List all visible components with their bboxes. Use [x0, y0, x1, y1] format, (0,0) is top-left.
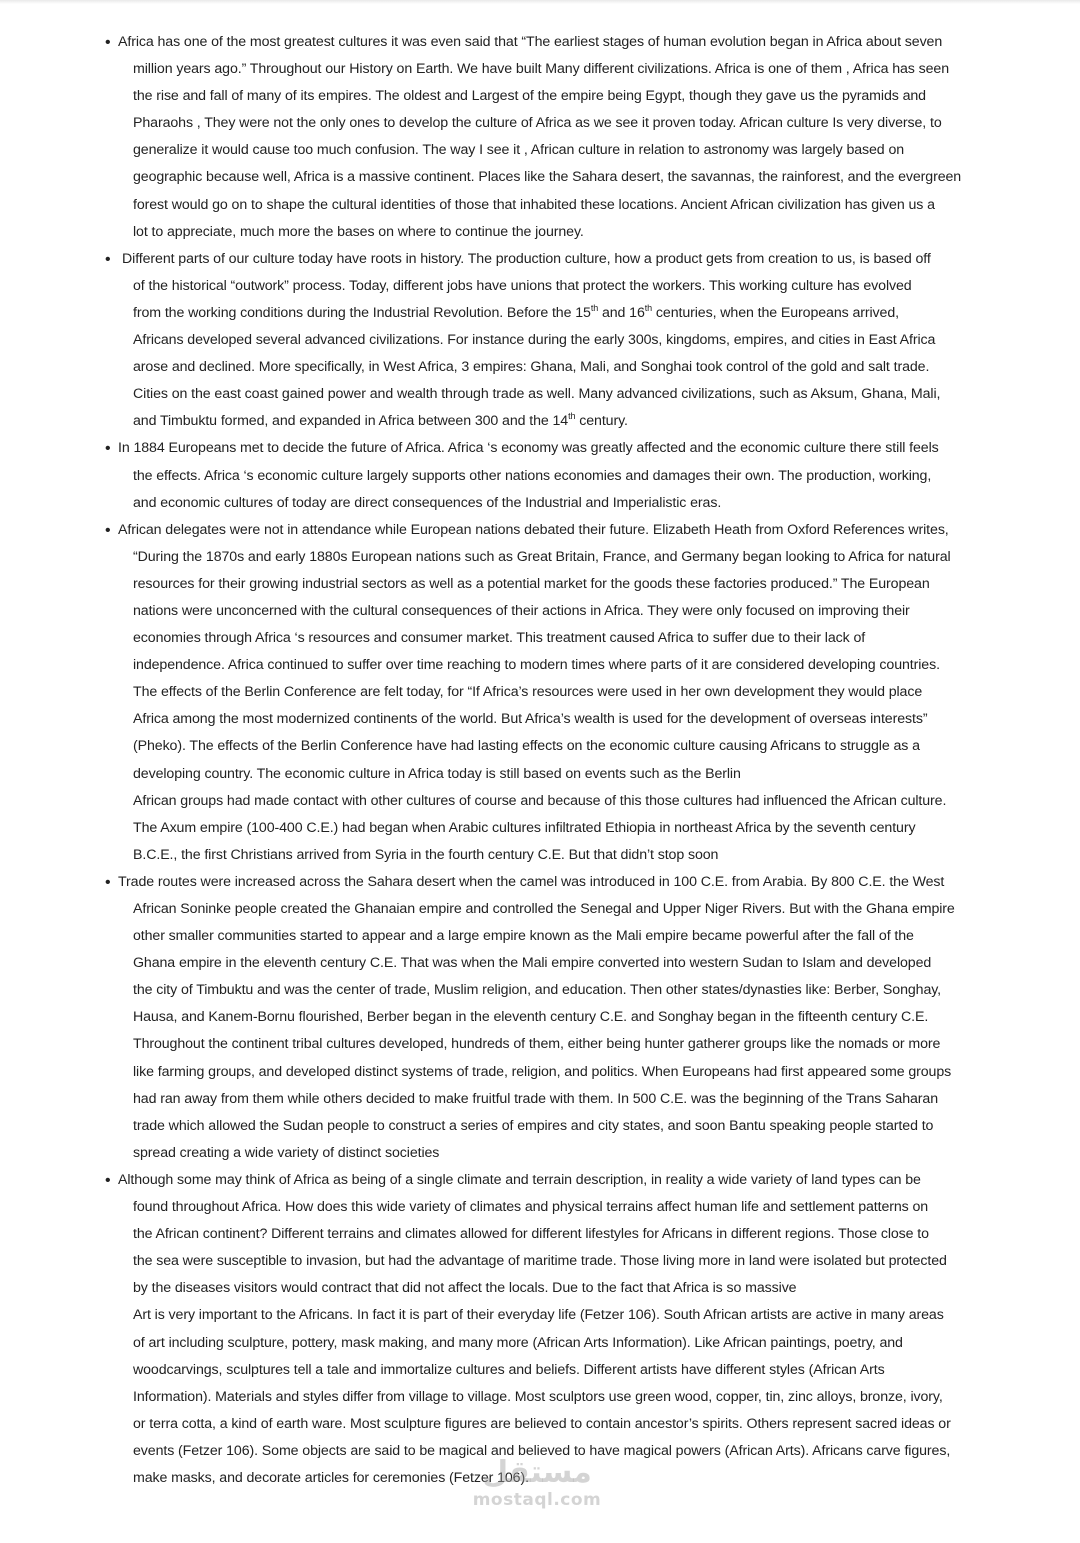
text-line: trade which allowed the Sudan people to construct a series of empires and city states, and soon Bantu speaking people started to	[133, 1117, 934, 1134]
text-segment: and 16	[598, 304, 645, 321]
text-line: B.C.E., the first Christians arrived from Syria in the fourth century C.E. But that didn’t stop soon	[133, 846, 719, 863]
text-line: Cities on the east coast gained power and wealth through trade as well. Many advanced civilizations, such as Aksum, Ghana, Mali,	[133, 386, 941, 403]
text-line: Africa among the most modernized continents of the world. But Africa’s wealth is used for the development of overseas interests”	[133, 711, 928, 728]
bullet-dot-icon: •	[105, 1171, 111, 1189]
bullet-dot-icon: •	[105, 440, 111, 458]
text-segment: and Timbuktu formed, and expanded in Africa between 300 and the 14	[133, 413, 569, 430]
superscript: th	[644, 302, 653, 313]
text-line: the rise and fall of many of its empires. The oldest and Largest of the empire being Egypt, though they gave us the pyramids and	[133, 88, 926, 105]
text-line: Africa has one of the most greatest cultures it was even said that “The earliest stages of human evolution began in Africa about seven	[118, 34, 943, 50]
text-line: The Axum empire (100-400 C.E.) had began when Arabic cultures infiltrated Ethiopia in northeast Africa by the seventh century	[133, 819, 916, 836]
text-line: and economic cultures of today are direct consequences of the Industrial and Imperialistic eras.	[133, 494, 722, 511]
bullet-item	[100, 869, 1005, 1167]
text-line: economies through Africa ‘s resources and consumer market. This treatment caused Africa to suffer due to their lack of	[133, 630, 866, 647]
text-line: had ran away from them while others decided to make fruitful trade with them. In 500 C.E. was the beginning of the Trans Saharan	[133, 1090, 939, 1107]
bullet-dot-icon: •	[105, 873, 111, 891]
bullet-item	[100, 435, 1005, 516]
text-line: the city of Timbuktu and was the center of trade, Muslim religion, and education. Then other states/dynasties like: Berber, Songhay,	[133, 982, 942, 999]
text-line: African Soninke people created the Ghanaian empire and controlled the Senegal and Upper Niger Rivers. But with the Ghana empire	[133, 901, 955, 917]
text-line: Throughout the continent tribal cultures developed, hundreds of them, either being hunter gatherer groups like the nomads or more	[133, 1036, 941, 1053]
bullet-item	[100, 29, 1005, 246]
text-line: other smaller communities started to appear and a large empire known as the Mali empire became powerful after the fall of the	[133, 928, 914, 945]
document-body	[100, 29, 1005, 1492]
text-line: events (Fetzer 106). Some objects are said to be magical and believed to have magical powers (African Arts). Africans carve figures,	[133, 1442, 951, 1459]
text-line: “During the 1870s and early 1880s European nations such as Great Britain, France, and Germany began looking to Africa for natural	[133, 548, 951, 565]
text-line: forest would go on to shape the cultural identities of those that inhabited these locations. Ancient African civilization has given us a	[133, 196, 935, 213]
text-line: woodcarvings, sculptures tell a tale and immortalize cultures and beliefs. Different artists have different styles (African Arts	[133, 1361, 885, 1378]
text-line: Although some may think of Africa as being of a single climate and terrain description, in reality a wide variety of land types can be	[118, 1171, 921, 1188]
text-line: found throughout Africa. How does this wide variety of climates and physical terrains affect human life and settlement patterns on	[133, 1199, 929, 1216]
bullet-item	[100, 517, 1005, 869]
text-line: independence. Africa continued to suffer over time reaching to modern times where parts of it are considered developing countries.	[133, 657, 940, 674]
text-line: of art including sculpture, pottery, mask making, and many more (African Arts Information). Like African paintings, poetry, and	[133, 1334, 903, 1351]
text-line: spread creating a wide variety of distinct societies	[133, 1144, 440, 1161]
text-line	[133, 300, 1005, 327]
text-line: geographic because well, Africa is a massive continent. Places like the Sahara desert, the savannas, the rainforest, and the evergreen	[133, 169, 962, 186]
text-line: arose and declined. More specifically, in West Africa, 3 empires: Ghana, Mali, and Songhai took control of the gold and salt trade.	[133, 359, 930, 376]
text-line: the sea were susceptible to invasion, but had the advantage of maritime trade. Those living more in land were isolated but protected	[133, 1253, 947, 1270]
text-line: of the historical “outwork” process. Today, different jobs have unions that protect the workers. This working culture has evolved	[133, 277, 912, 294]
bullet-item	[100, 1167, 1005, 1492]
text-line: Ghana empire in the eleventh century C.E. That was when the Mali empire converted into western Sudan to Islam and developed	[133, 955, 932, 972]
text-line: Africans developed several advanced civilizations. For instance during the early 300s, kingdoms, empires, and cities in East Africa	[133, 332, 936, 349]
text-line: Different parts of our culture today have roots in history. The production culture, how a product gets from creation to us, is based off	[122, 250, 931, 267]
text-segment: from the working conditions during the Industrial Revolution. Before the 15	[133, 304, 591, 321]
page-top-edge	[0, 0, 1080, 4]
text-line: resources for their growing industrial sectors as well as a potential market for the goods these factories produced.” The European	[133, 575, 930, 592]
text-line: make masks, and decorate articles for ceremonies (Fetzer 106).	[133, 1469, 529, 1486]
text-line: Trade routes were increased across the Sahara desert when the camel was introduced in 100 C.E. from Arabia. By 800 C.E. the West	[118, 873, 945, 890]
text-segment: century.	[575, 413, 628, 430]
text-line: the African continent? Different terrains and climates allowed for different lifestyles for Africans in different regions. Those close to	[133, 1226, 929, 1243]
text-line: generalize it would cause too much confusion. The way I see it , African culture in relation to astronomy was largely based on	[133, 142, 905, 159]
watermark-arabic-text: مستقل	[482, 1455, 592, 1490]
text-line: African groups had made contact with other cultures of course and because of this those cultures had influenced the African culture.	[133, 792, 947, 809]
text-line: nations were unconcerned with the cultural consequences of their actions in Africa. They were only focused on improving their	[133, 602, 910, 619]
superscript: th	[590, 302, 599, 313]
text-line: African delegates were not in attendance while European nations debated their future. Elizabeth Heath from Oxford References writes,	[118, 521, 949, 538]
bullet-dot-icon: •	[105, 521, 111, 539]
text-line: like farming groups, and developed distinct systems of trade, religion, and politics. When Europeans had first appeared some groups	[133, 1063, 952, 1080]
text-line: million years ago.” Throughout our History on Earth. We have built Many different civilizations. Africa is one of them , Africa has seen	[133, 61, 949, 78]
text-line: Pharaohs , They were not the only ones to develop the culture of Africa as we see it proven today. African culture Is very diverse, to	[133, 115, 942, 132]
bullet-dot-icon: •	[105, 250, 111, 268]
bullet-item	[100, 246, 1005, 436]
text-line: Hausa, and Kanem-Bornu flourished, Berber began in the eleventh century C.E. and Songhay began in the fifteenth century C.E.	[133, 1009, 929, 1026]
watermark-latin-text: mostaql.com	[472, 1490, 602, 1510]
text-line: Information). Materials and styles differ from village to village. Most sculptors use green wood, copper, tin, zinc alloys, bronze, ivory,	[133, 1388, 943, 1405]
text-line: or terra cotta, a kind of earth ware. Most sculpture figures are believed to contain ancestor’s spirits. Others represent sacred ideas or	[133, 1415, 951, 1432]
text-line	[133, 408, 1005, 435]
text-line: developing country. The economic culture in Africa today is still based on events such as the Berlin	[133, 765, 741, 782]
text-line: The effects of the Berlin Conference are felt today, for “If Africa’s resources were used in her own development they would place	[133, 684, 923, 701]
bullet-dot-icon: •	[105, 34, 111, 51]
text-line: the effects. Africa ‘s economic culture largely supports other nations economies and damages their own. The production, working,	[133, 467, 932, 484]
text-segment: centuries, when the Europeans arrived,	[652, 304, 899, 321]
superscript: th	[568, 411, 576, 422]
text-line: In 1884 Europeans met to decide the future of Africa. Africa ‘s economy was greatly affected and the economic culture there still feels	[118, 440, 939, 457]
text-line: by the diseases visitors would contract that did not affect the locals. Due to the fact that Africa is so massive	[133, 1280, 797, 1297]
text-line: (Pheko). The effects of the Berlin Conference have had lasting effects on the economic culture causing Africans to struggle as a	[133, 738, 920, 755]
text-line: Art is very important to the Africans. In fact it is part of their everyday life (Fetzer 106). South African artists are active in many areas	[133, 1307, 944, 1324]
text-line: lot to appreciate, much more the bases on where to continue the journey.	[133, 223, 584, 240]
watermark-logo	[462, 1456, 612, 1516]
